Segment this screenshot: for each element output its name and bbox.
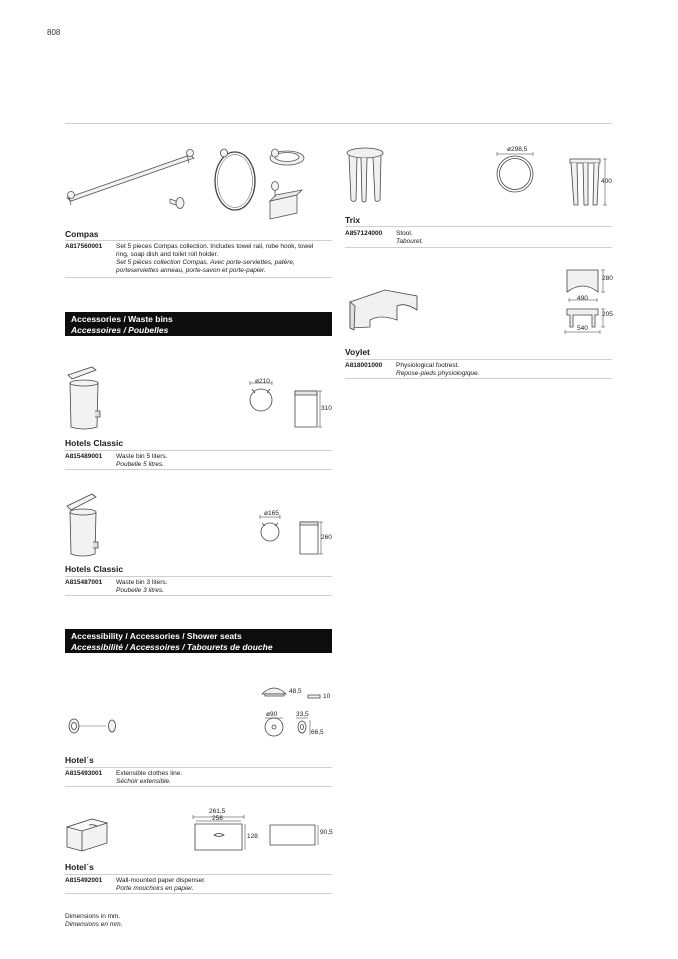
bin5-height: 310: [321, 405, 332, 412]
voylet-outer-width: 540: [577, 325, 588, 332]
bin5-code: A815489001: [65, 453, 103, 460]
clothesline-length: 48,5: [289, 688, 302, 695]
trix-height: 400: [601, 178, 612, 185]
tissue-dispenser-illustration: [62, 805, 337, 860]
voylet-code: A818001000: [345, 362, 383, 369]
voylet-footrest-illustration: [345, 262, 615, 342]
bin3-title: Hotels Classic: [65, 564, 124, 574]
compas-title: Compas: [65, 229, 99, 239]
voylet-title: Voylet: [345, 347, 370, 357]
tissue-height: 128: [247, 833, 258, 840]
voylet-top-height: 280: [602, 275, 613, 282]
tissue-desc-en: Wall-mounted paper dispenser.: [116, 877, 206, 884]
waste-bin-5l-illustration: [62, 365, 332, 437]
tissue-code: A815492001: [65, 877, 103, 884]
bin3-description: [116, 579, 326, 595]
bin3-code: A815487001: [65, 579, 103, 586]
trix-stool-illustration: [345, 145, 615, 215]
footer-note: [65, 913, 122, 929]
section-waste-fr: Accessoires / Poubelles: [71, 324, 169, 335]
clothesline-code: A815493001: [65, 770, 103, 777]
bin5-description: [116, 453, 326, 469]
footer-en: Dimensions in mm.: [65, 913, 121, 920]
waste-bin-3l-illustration: [62, 490, 332, 562]
clothesline-desc-fr: Séchoir extensible.: [116, 778, 171, 785]
compas-desc-en: Set 5 pieces Compas collection. Includes towel rail, robe hook, towel ring, soap dish and toilet roll holder.: [116, 243, 314, 258]
bin3-desc-en: Waste bin 3 liters.: [116, 579, 168, 586]
trix-desc-fr: Tabouret.: [396, 238, 424, 245]
clothesline-diameter: ø90: [266, 711, 278, 718]
section-access-en: Accessibility / Accessories / Shower seats: [71, 631, 242, 641]
trix-title: Trix: [345, 215, 361, 225]
voylet-description: [396, 362, 606, 378]
bin5-desc-en: Waste bin 5 liters.: [116, 453, 168, 460]
footer-fr: Dimensions en mm.: [65, 921, 123, 928]
clothesline-description: [116, 770, 326, 786]
section-access-fr: Accessibilité / Accessoires / Tabourets de douche: [71, 641, 273, 652]
tissue-desc-fr: Porte mouchoirs en papier.: [116, 885, 194, 892]
section-header-waste-bins: [65, 312, 332, 336]
trix-diameter: ø298,5: [507, 146, 528, 153]
clothesline-thickness: 10: [323, 693, 331, 700]
tissue-outer-width: 261,5: [209, 808, 226, 815]
clothesline-title: Hotel´s: [65, 755, 94, 765]
bin3-desc-fr: Poubelle 3 litres.: [116, 587, 165, 594]
tissue-depth: 90,5: [320, 829, 333, 836]
tissue-inner-width: 258: [212, 815, 223, 822]
voylet-desc-en: Physiological footrest.: [396, 362, 460, 369]
compas-desc-fr: Set 5 pièces collection Compas. Avec porte-serviettes, patère, porteserviettes anneau, porte-savon et porte-papier.: [116, 259, 295, 274]
tissue-title: Hotel´s: [65, 862, 94, 872]
bin5-title: Hotels Classic: [65, 438, 124, 448]
clothesline-depth: 33,5: [296, 711, 309, 718]
voylet-desc-fr: Repose-pieds physiologique.: [396, 370, 480, 377]
trix-description: [396, 230, 606, 246]
bin5-diameter: ø210: [255, 378, 270, 385]
page-number: 808: [47, 28, 61, 37]
clothesline-desc-en: Extensible clothes line.: [116, 770, 183, 777]
bin5-desc-fr: Poubelle 5 litres.: [116, 461, 165, 468]
section-waste-en: Accessories / Waste bins: [71, 314, 173, 324]
tissue-description: [116, 877, 326, 893]
compas-description: [116, 243, 326, 275]
compas-code: A817560001: [65, 243, 103, 250]
trix-code: A857124000: [345, 230, 383, 237]
trix-desc-en: Stool.: [396, 230, 413, 237]
bin3-diameter: ø165: [264, 510, 279, 517]
compas-set-illustration: [62, 143, 332, 223]
voylet-height: 205: [602, 311, 613, 318]
top-rule: [65, 123, 612, 124]
section-header-accessibility: [65, 629, 332, 653]
voylet-inner-width: 490: [577, 295, 588, 302]
bin3-height: 260: [321, 534, 332, 541]
clothesline-width: 66,5: [311, 729, 324, 736]
